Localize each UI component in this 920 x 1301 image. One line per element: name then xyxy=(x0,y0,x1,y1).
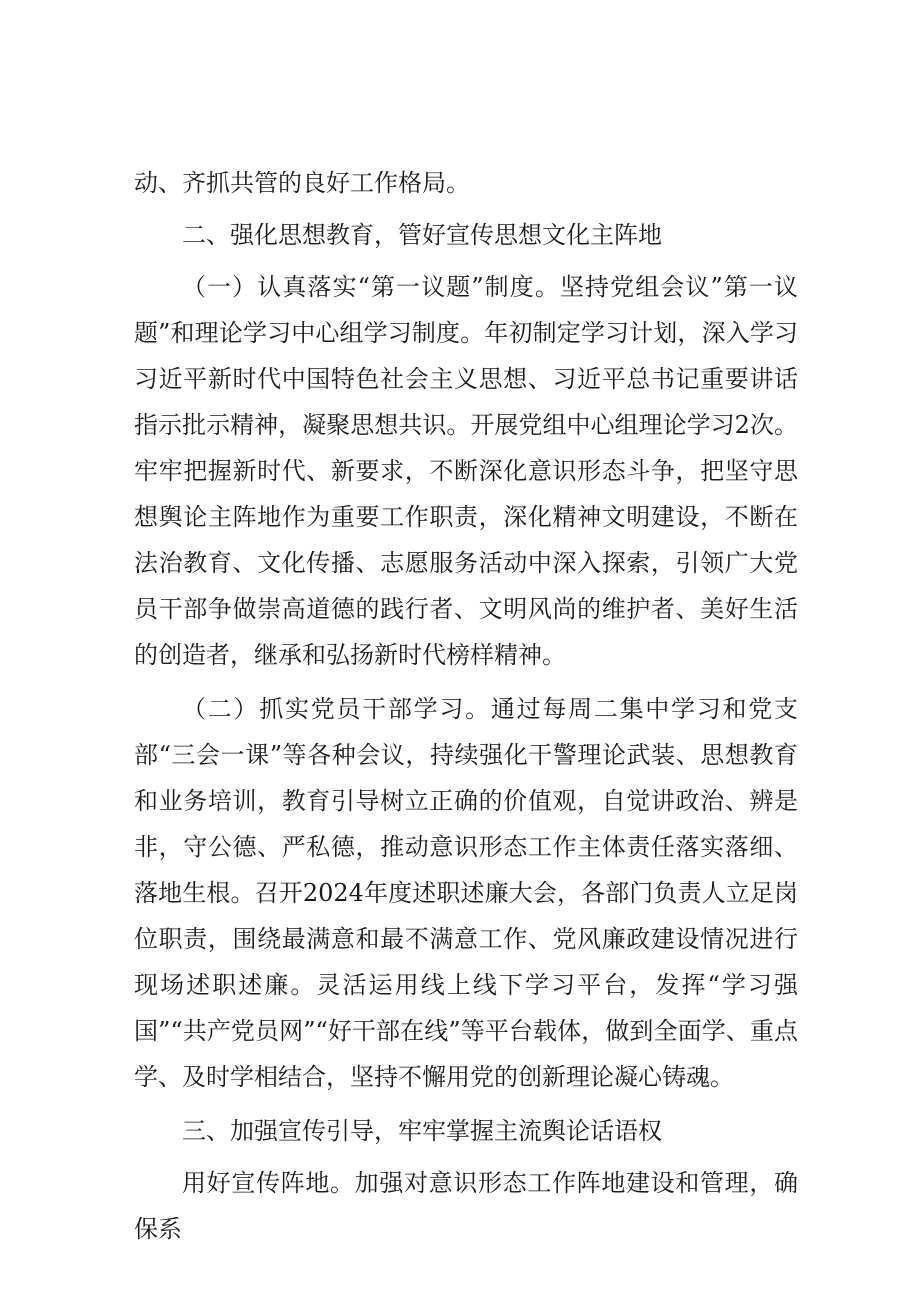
document-body xyxy=(134,160,798,1252)
paragraph-cadre-study: （二）抓实党员干部学习。通过每周二集中学习和党支部“三会一课”等各种会议，持续强化干警理论武装、思想教育和业务培训，教育引导树立正确的价值观，自觉讲政治、辨是非，守公德、严私德，推动意识形态工作主体责任落实落细、落地生根。召开2024年度述职述廉大会，各部门负责人立足岗位职责，围绕最满意和最不满意工作、党风廉政建设情况进行现场述职述廉。灵活运用线上线下学习平台，发挥“学习强国”“共产党员网”“好干部在线”等平台载体，做到全面学、重点学、及时学相结合，坚持不懈用党的创新理论凝心铸魂。 xyxy=(134,695,798,1091)
section-heading-three: 三、加强宣传引导，牢牢掌握主流舆论话语权 xyxy=(182,1117,662,1145)
paragraph-first-topic: （一）认真落实“第一议题”制度。坚持党组会议”第一议题”和理论学习中心组学习制度。年初制定学习计划，深入学习习近平新时代中国特色社会主义思想、习近平总书记重要讲话指示批示精神，凝聚思想共识。开展党组中心组理论学习2次。牢牢把握新时代、新要求，不断深化意识形态斗争，把坚守思想舆论主阵地作为重要工作职责，深化精神文明建设，不断在法治教育、文化传播、志愿服务活动中深入探索，引领广大党员干部争做崇高道德的践行者、文明风尚的维护者、美好生活的创造者，继承和弘扬新时代榜样精神。 xyxy=(134,273,798,669)
section-heading-two: 二、强化思想教育，管好宣传思想文化主阵地 xyxy=(182,221,662,249)
paragraph-continuation: 动、齐抓共管的良好工作格局。 xyxy=(134,169,470,197)
paragraph-propaganda-position: 用好宣传阵地。加强对意识形态工作阵地建设和管理，确保系 xyxy=(134,1169,798,1243)
